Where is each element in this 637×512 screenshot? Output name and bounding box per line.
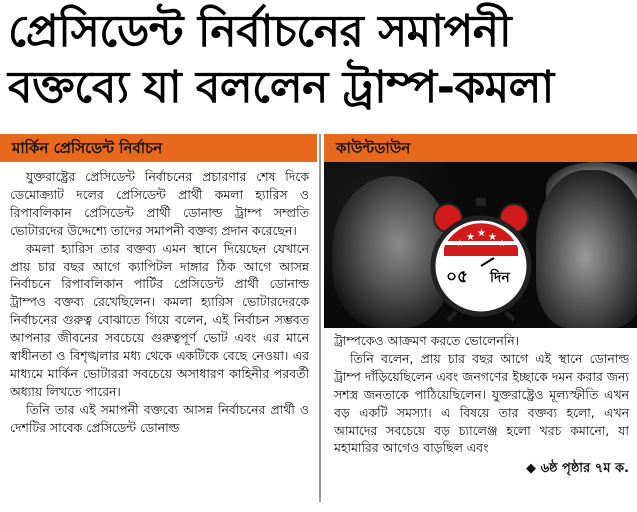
section-label-right: কাউন্টডাউন — [324, 134, 637, 162]
right-article-body — [324, 328, 637, 457]
svg-text:★: ★ — [466, 232, 475, 243]
column-divider — [319, 134, 321, 502]
right-column — [324, 134, 637, 480]
continued-on-page: ◆ ৬ষ্ঠ পৃষ্ঠার ৭ম ক. — [526, 461, 629, 477]
headline-line-1: প্রেসিডেন্ট নির্বাচনের সমাপনী — [8, 6, 512, 57]
section-label-left: মার্কিন প্রেসিডেন্ট নির্বাচন — [0, 134, 317, 162]
left-paragraph-3: তিনি তার এই সমাপনী বক্তব্যে আসন্ন নির্বাচনের প্রার্থী ও দেশটির সাবেক প্রেসিডেন্ট ডোনাল্ড — [10, 401, 309, 435]
left-paragraph-1: যুক্তরাষ্ট্রের প্রেসিডেন্ট নির্বাচনের প্রচারণার শেষ দিকে ডেমোক্র্যাট দলের প্রেসিডেন্ট প্রার্থী কমলা হ্যারিস ও রিপাবলিকান প্রেসিডেন্ট প্রার্থী ডোনাল্ড ট্রাম্প সম্প্রতি ভোটারদের উদ্দেশ্যে তাদের সমাপনী বক্তব্য প্রদান করেছেন। — [10, 169, 309, 238]
left-article-body — [0, 162, 317, 437]
svg-text:★: ★ — [488, 232, 497, 243]
svg-text:★: ★ — [477, 228, 486, 239]
countdown-photo — [324, 162, 637, 328]
right-paragraph-2: তিনি বলেন, প্রায় চার বছর আগে এই স্থানে ডোনাল্ড ট্রাম্প দাঁড়িয়েছিলেন এবং জনগণের ইচ্ছাকে দমন করার জন্য সশস্ত্র জনতাকে পাঠিয়েছিলেন। যুক্তরাষ্ট্রেও মূল্যস্ফীতি এখন বড় একটি সমস্যা। এ বিষয়ে তার বক্তব্য হলো, এখন আমাদের সবচেয়ে বড় চ্যালেঞ্জ হলো খরচ কমানো, যা মহামারির আগেও বাড়ছিল এবং — [334, 350, 629, 456]
headline — [8, 4, 633, 116]
left-column — [0, 134, 317, 437]
svg-text:★: ★ — [498, 239, 507, 249]
clock-number: ০৫ — [446, 267, 469, 287]
headline-line-2: বক্তব্যে যা বললেন ট্রাম্প-কমলা — [8, 62, 554, 113]
alarm-clock-icon — [426, 196, 536, 322]
svg-text:★: ★ — [456, 239, 465, 249]
clock-unit: দিন — [490, 270, 510, 286]
photo-right-portrait — [536, 170, 637, 328]
left-paragraph-2: কমলা হ্যারিস তার বক্তব্য এমন স্থানে দিয়েছেন যেখানে প্রায় চার বছর আগে ক্যাপিটল দাঙ্গার ঠিক আগে আসন্ন নির্বাচনে রিপাবলিকান পার্টির প্রেসিডেন্ট প্রার্থী ডোনাল্ড ট্রাম্পও বক্তব্য রেখেছিলেন। কমলা হ্যারিস ভোটারদেরকে নির্বাচনের গুরুত্ব বোঝাতে গিয়ে বলেন, এই নির্বাচন সম্ভবত আপনার জীবনের সবচেয়ে গুরুত্বপূর্ণ ভোট এবং এর মানে স্বাধীনতা ও বিশৃঙ্খলার মধ্য থেকে একটিকে বেছে নেওয়া। এর মাধ্যমে মার্কিন ভোটাররা সবচেয়ে অসাধারণ কাহিনীর পরবর্তী অধ্যায় লিখতে পারেন। — [10, 240, 309, 399]
right-paragraph-1: ট্রাম্পকেও আক্রমণ করতে ভোলেননি। — [334, 333, 520, 348]
